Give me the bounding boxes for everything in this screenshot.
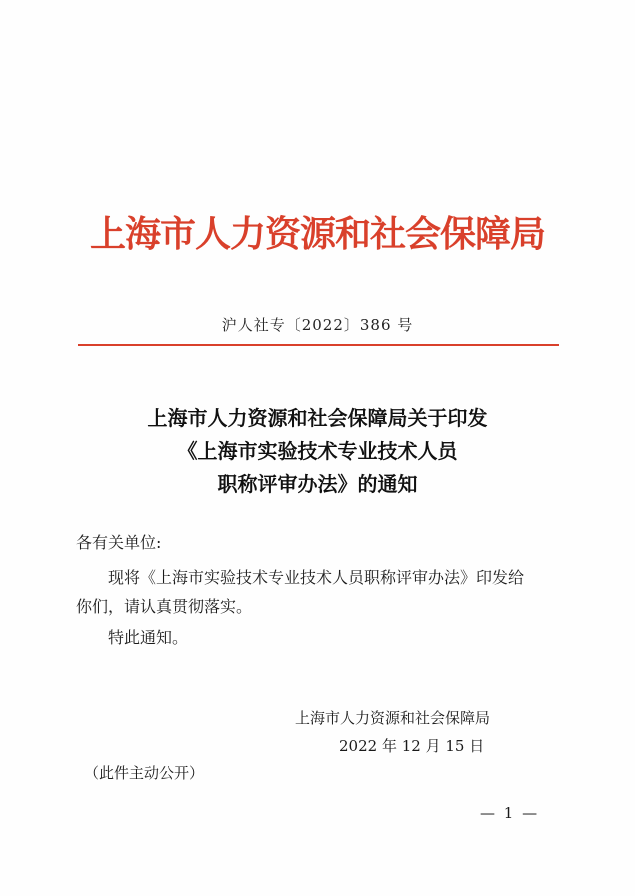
disclosure-note: （此件主动公开）	[84, 764, 205, 782]
title-line-3: 职称评审办法》的通知	[217, 472, 418, 496]
page-number: — 1 —	[480, 804, 540, 822]
signature-date: 2022 年 12 月 15 日	[339, 737, 485, 755]
salutation: 各有关单位:	[76, 533, 162, 552]
body-paragraph-1-line-1: 现将《上海市实验技术专业技术人员职称评审办法》印发给	[108, 568, 525, 587]
red-separator-line	[78, 344, 559, 346]
masthead-org-name: 上海市人力资源和社会保障局	[89, 213, 545, 255]
title-line-1: 上海市人力资源和社会保障局关于印发	[147, 406, 488, 430]
title-line-2: 《上海市实验技术专业技术人员	[177, 439, 458, 463]
document-title	[0, 402, 635, 501]
document-number: 沪人社专〔2022〕386 号	[221, 316, 414, 334]
signature-org: 上海市人力资源和社会保障局	[295, 709, 491, 727]
body-paragraph-1-line-2: 你们，请认真贯彻落实。	[76, 597, 253, 616]
body-paragraph-2: 特此通知。	[108, 628, 189, 647]
